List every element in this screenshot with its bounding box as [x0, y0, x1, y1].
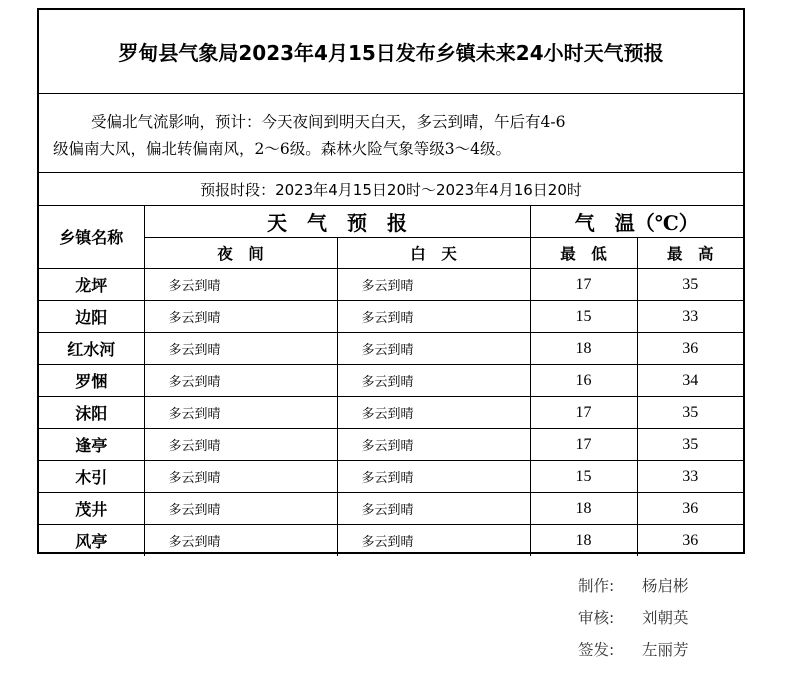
night-weather-cell: 多云到晴 — [144, 429, 337, 461]
max-temp-cell: 35 — [637, 429, 743, 461]
max-temp-cell: 36 — [637, 333, 743, 365]
day-weather-cell: 多云到晴 — [337, 525, 530, 557]
table-row — [39, 333, 743, 365]
town-cell: 龙坪 — [39, 269, 144, 301]
summary-line-1: 受偏北气流影响，预计：今天夜间到明天白天，多云到晴，午后有4-6 — [91, 113, 566, 131]
min-temp-cell: 18 — [530, 525, 637, 557]
day-weather-cell: 多云到晴 — [337, 429, 530, 461]
night-weather-cell: 多云到晴 — [144, 525, 337, 557]
reviewed-by-line — [578, 602, 689, 634]
forecast-summary — [39, 93, 743, 173]
min-temp-cell: 15 — [530, 461, 637, 493]
day-weather-cell: 多云到晴 — [337, 365, 530, 397]
day-weather-cell: 多云到晴 — [337, 493, 530, 525]
town-cell: 逢亭 — [39, 429, 144, 461]
day-weather-cell: 多云到晴 — [337, 301, 530, 333]
reviewed-by-name: 刘朝英 — [642, 609, 689, 627]
table-row — [39, 301, 743, 333]
header-day: 白 天 — [337, 238, 530, 269]
night-weather-cell: 多云到晴 — [144, 365, 337, 397]
header-max: 最 高 — [637, 238, 743, 269]
table-row — [39, 429, 743, 461]
town-cell: 风亭 — [39, 525, 144, 557]
min-temp-cell: 15 — [530, 301, 637, 333]
document-title: 罗甸县气象局2023年4月15日发布乡镇未来24小时天气预报 — [39, 10, 743, 94]
table-row — [39, 269, 743, 301]
made-by-line — [578, 570, 689, 602]
max-temp-cell: 34 — [637, 365, 743, 397]
made-by-label: 制作: — [578, 577, 615, 595]
summary-line-2: 级偏南大风，偏北转偏南风，2～6级。森林火险气象等级3～4级。 — [53, 140, 511, 158]
table-row — [39, 493, 743, 525]
min-temp-cell: 16 — [530, 365, 637, 397]
forecast-period: 预报时段：2023年4月15日20时～2023年4月16日20时 — [39, 173, 743, 206]
town-cell: 罗悃 — [39, 365, 144, 397]
header-forecast: 天 气 预 报 — [144, 205, 530, 238]
max-temp-cell: 36 — [637, 525, 743, 557]
max-temp-cell: 33 — [637, 301, 743, 333]
town-cell: 木引 — [39, 461, 144, 493]
made-by-name: 杨启彬 — [642, 577, 689, 595]
min-temp-cell: 17 — [530, 397, 637, 429]
town-cell: 边阳 — [39, 301, 144, 333]
table-row — [39, 365, 743, 397]
min-temp-cell: 17 — [530, 269, 637, 301]
max-temp-cell: 35 — [637, 397, 743, 429]
night-weather-cell: 多云到晴 — [144, 493, 337, 525]
header-row-2 — [39, 238, 743, 269]
town-cell: 红水河 — [39, 333, 144, 365]
night-weather-cell: 多云到晴 — [144, 397, 337, 429]
header-night: 夜 间 — [144, 238, 337, 269]
night-weather-cell: 多云到晴 — [144, 269, 337, 301]
forecast-document — [37, 8, 745, 554]
max-temp-cell: 36 — [637, 493, 743, 525]
max-temp-cell: 33 — [637, 461, 743, 493]
reviewed-by-label: 审核: — [578, 609, 615, 627]
signoff-block — [578, 570, 689, 666]
issued-by-name: 左丽芳 — [642, 641, 689, 659]
day-weather-cell: 多云到晴 — [337, 269, 530, 301]
header-row-1 — [39, 205, 743, 238]
table-row — [39, 525, 743, 557]
issued-by-line — [578, 634, 689, 666]
night-weather-cell: 多云到晴 — [144, 333, 337, 365]
day-weather-cell: 多云到晴 — [337, 397, 530, 429]
header-temperature: 气 温（℃） — [530, 205, 743, 238]
day-weather-cell: 多云到晴 — [337, 461, 530, 493]
header-town: 乡镇名称 — [39, 205, 144, 269]
min-temp-cell: 17 — [530, 429, 637, 461]
night-weather-cell: 多云到晴 — [144, 301, 337, 333]
max-temp-cell: 35 — [637, 269, 743, 301]
forecast-rows — [39, 269, 743, 557]
town-cell: 茂井 — [39, 493, 144, 525]
issued-by-label: 签发: — [578, 641, 615, 659]
table-row — [39, 461, 743, 493]
day-weather-cell: 多云到晴 — [337, 333, 530, 365]
table-row — [39, 397, 743, 429]
town-cell: 沫阳 — [39, 397, 144, 429]
min-temp-cell: 18 — [530, 493, 637, 525]
night-weather-cell: 多云到晴 — [144, 461, 337, 493]
forecast-table — [39, 205, 743, 556]
min-temp-cell: 18 — [530, 333, 637, 365]
header-min: 最 低 — [530, 238, 637, 269]
